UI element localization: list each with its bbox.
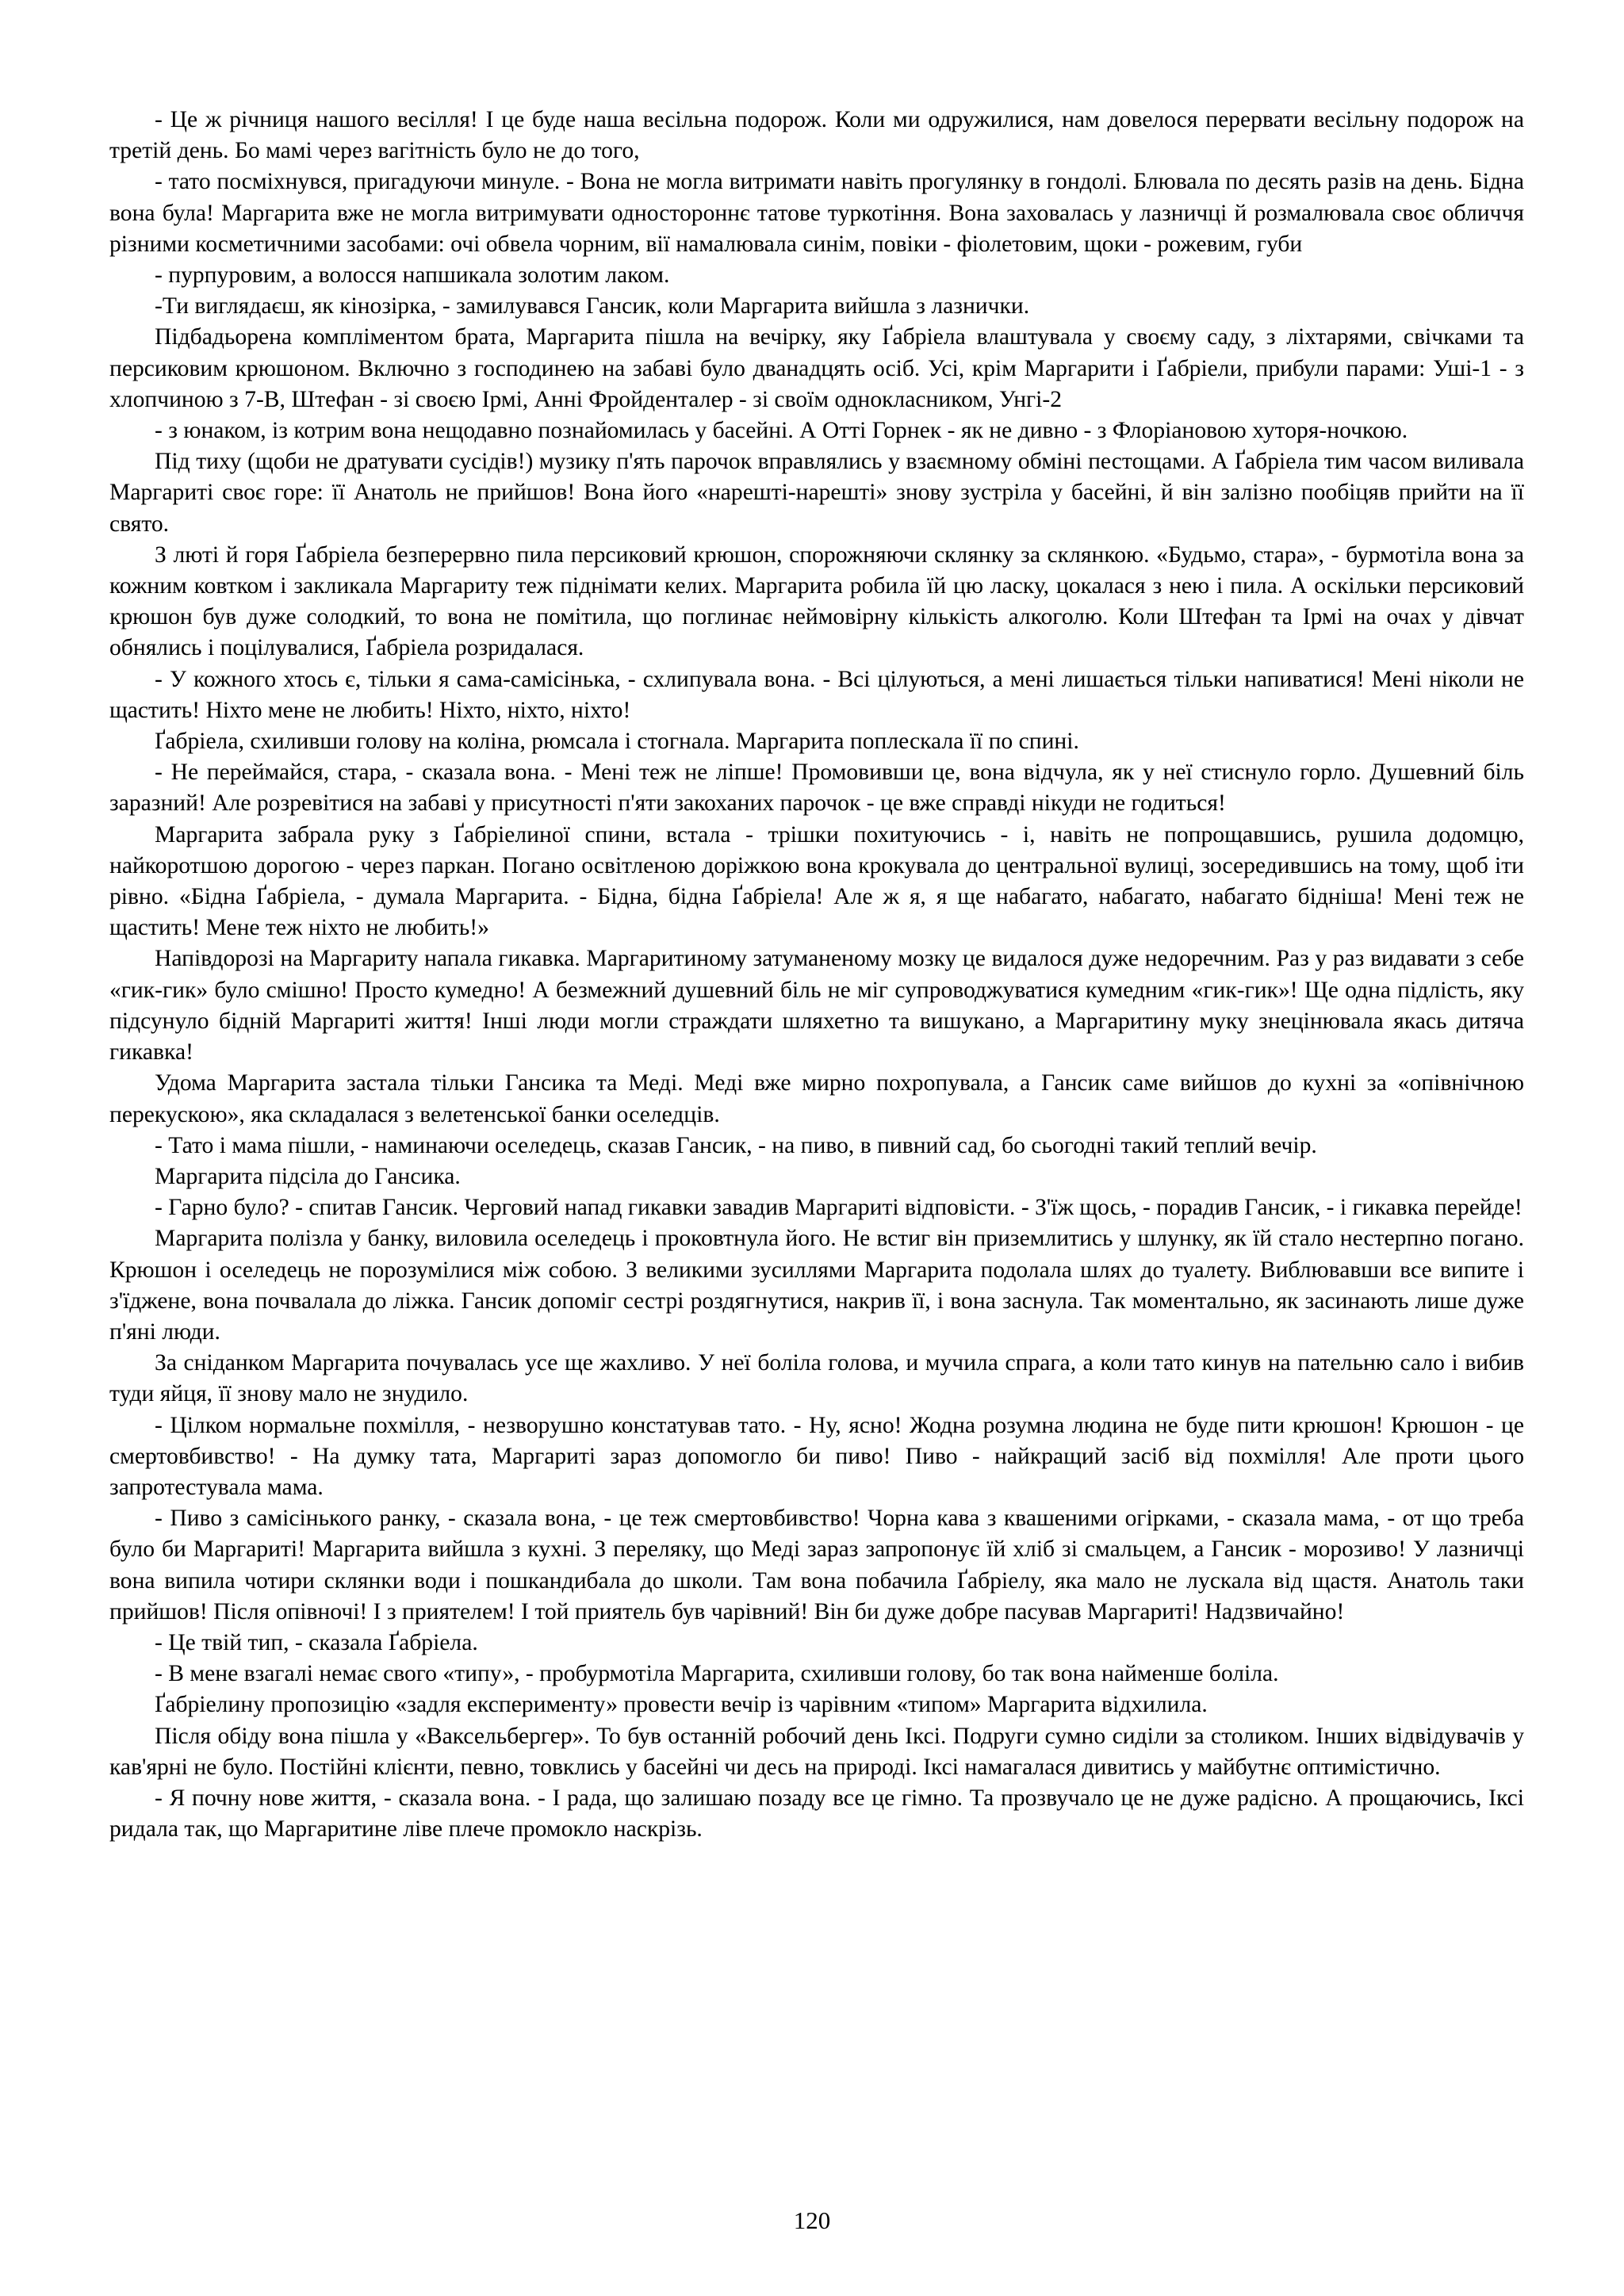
paragraph: - Я почну нове життя, - сказала вона. - І рада, що залишаю позаду все це гімно. Та прозвучало це не дуже радісно. А прощаючись, Іксі ридала так, що Маргаритине ліве плече промокло наскрізь.	[109, 1785, 1524, 1843]
paragraph: - У кожного хтось є, тільки я сама-самісінька, - схлипувала вона. - Всі цілуються, а мені лишається тільки напиватися! Мені ніколи не щастить! Ніхто мене не любить! Ніхто, ніхто, ніхто!	[109, 666, 1524, 723]
paragraph: Під тиху (щоби не дратувати сусідів!) музику п'ять парочок вправлялись у взаємному обміні пестощами. А Ґабріела тим часом виливала Маргариті своє горе: її Анатоль не прийшов! Вона його «нарешті-нарешті» знову зустріла у басейні, й він залізно пообіцяв прийти на її свято.	[109, 449, 1524, 537]
paragraph: Маргарита забрала руку з Ґабріелиної спини, встала - трішки похитуючись - і, навіть не попрощавшись, рушила додомцю, найкоротшою дорогою - через паркан. Погано освітленою доріжкою вона крокувала до центральної вулиці, зосередившись на тому, щоб іти рівно. «Бідна Ґабріела, - думала Маргарита. - Бідна, бідна Ґабріела! Але ж я, я ще набагато, набагато, набагато бідніша! Мені теж не щастить! Мене теж ніхто не любить!»	[109, 821, 1524, 941]
page-number: 120	[793, 2206, 831, 2234]
paragraph: - Пиво з самісінького ранку, - сказала вона, - це теж смертовбивство! Чорна кава з квашеними огірками, - сказала мама, - от що треба було би Маргариті! Маргарита вийшла з кухні. З переляку, що Меді зараз запропонує їй хліб зі смальцем, а Гансик - морозиво! У лазничці вона випила чотири склянки води і пошкандибала до школи. Там вона побачила Ґабріелу, яка мало не лускала від щастя. Анатоль таки прийшов! Після опівночі! І з приятелем! І той приятель був чарівний! Він би дуже добре пасував Маргариті! Надзвичайно!	[109, 1506, 1524, 1624]
paragraph: Ґабріела, схиливши голову на коліна, рюмсала і стогнала. Маргарита поплескала її по спині.	[155, 729, 1079, 755]
paragraph: За сніданком Маргарита почувалась усе ще жахливо. У неї боліла голова, и мучила спрага, а коли тато кинув на пательню сало і вибив туди яйця, її знову мало не знудило.	[109, 1350, 1524, 1407]
paragraph: - Гарно було? - спитав Гансик. Черговий напад гикавки завадив Маргариті відповісти. - З'їж щось, - порадив Гансик, - і гикавка перейде!	[155, 1195, 1522, 1221]
paragraph: Маргарита полізла у банку, виловила оселедець і проковтнула його. Не встиг він приземлитись у шлунку, як їй стало нестерпно погано. Крюшон і оселедець не порозумілися між собою. З великими зусиллями Маргарита подолала шлях до туалету. Виблювавши все випите і з'їджене, вона почвалала до ліжка. Гансик допоміг сестрі роздягнутися, накрив її, і вона заснула. Так моментально, як засинають лише дуже п'яні люди.	[109, 1226, 1524, 1345]
paragraph: - тато посміхнувся, пригадуючи минуле. - Вона не могла витримати навіть прогулянку в гондолі. Блювала по десять разів на день. Бідна вона була! Маргарита вже не могла витримувати одностороннє татове туркотіння. Вона заховалась у лазничці й розмалювала своє обличчя різними косметичними засобами: очі обвела чорним, вії намалювала синім, повіки - фіолетовим, щоки - рожевим, губи	[109, 169, 1524, 257]
paragraph: Ґабріелину пропозицію «задля експерименту» провести вечір із чарівним «типом» Маргарита відхилила.	[155, 1692, 1208, 1718]
paragraph: -Ти виглядаєш, як кінозірка, - замилувався Гансик, коли Маргарита вийшла з лазнички.	[155, 293, 1030, 320]
paragraph: Маргарита підсіла до Гансика.	[155, 1163, 461, 1189]
body-text	[109, 105, 1524, 1845]
paragraph: З люті й горя Ґабріела безперервно пила персиковий крюшон, спорожняючи склянку за склянкою. «Будьмо, стара», - бурмотіла вона за кожним ковтком і закликала Маргариту теж піднімати келих. Маргарита робила їй цю ласку, цокалася з нею і пила. А оскільки персиковий крюшон був дуже солодкий, то вона не помітила, що поглинає неймовірну кількість алкоголю. Коли Штефан та Ірмі на очах у дівчат обнялись і поцілувалися, Ґабріела розридалася.	[109, 541, 1524, 661]
paragraph: - В мене взагалі немає свого «типу», - пробурмотіла Маргарита, схиливши голову, бо так вона найменше боліла.	[155, 1661, 1279, 1687]
paragraph: Удома Маргарита застала тільки Гансика та Меді. Меді вже мирно похропувала, а Гансик саме вийшов до кухні за «опівнічною перекускою», яка складалася з велетенської банки оселедців.	[109, 1070, 1524, 1127]
paragraph: - з юнаком, із котрим вона нещодавно познайомилась у басейні. А Отті Горнек - як не дивно - з Флоріановою хуторя-ночкою.	[155, 418, 1408, 444]
paragraph: - Тато і мама пішли, - наминаючи оселедець, сказав Гансик, - на пиво, в пивний сад, бо сьогодні такий теплий вечір.	[155, 1132, 1317, 1158]
paragraph: Підбадьорена компліментом брата, Маргарита пішла на вечірку, яку Ґабріела влаштувала у своєму саду, з ліхтарями, свічками та персиковим крюшоном. Включно з господинею на забаві було дванадцять осіб. Усі, крім Маргарити і Ґабріели, прибули парами: Уші-1 - з хлопчиною з 7-В, Штефан - зі своєю Ірмі, Анні Фройденталер - зі своїм однокласником, Унгі-2	[109, 324, 1524, 412]
paragraph: - Це твій тип, - сказала Ґабріела.	[155, 1629, 478, 1655]
paragraph: - Не переймайся, стара, - сказала вона. - Мені теж не ліпше! Промовивши це, вона відчула, як у неї стиснуло горло. Душевний біль заразний! Але розревітися на забаві у присутності п'яти закоханих парочок - це вже справді нікуди не годиться!	[109, 760, 1524, 817]
paragraph: - пурпуровим, а волосся напшикала золотим лаком.	[155, 262, 670, 289]
paragraph: Після обіду вона пішла у «Ваксельбергер». То був останній робочий день Іксі. Подруги сумно сиділи за столиком. Інших відвідувачів у кав'ярні не було. Постійні клієнти, певно, товклись у басейні чи десь на природі. Іксі намагалася дивитись у майбутнє оптимістично.	[109, 1723, 1524, 1780]
paragraph: - Це ж річниця нашого весілля! І це буде наша весільна подорож. Коли ми одружилися, нам довелося перервати весільну подорож на третій день. Бо мамі через вагітність було не до того,	[109, 107, 1524, 164]
paragraph: Напівдорозі на Маргариту напала гикавка. Маргаритиному затуманеному мозку це видалося дуже недоречним. Раз у раз видавати з себе «гик-гик» було смішно! Просто кумедно! А безмежний душевний біль не міг супроводжуватися кумедним «гик-гик»! Ще одна підлість, яку підсунуло бідній Маргариті життя! Інші люди могли страждати шляхетно та вишукано, а Маргаритину муку знецінювала якась дитяча гикавка!	[109, 946, 1524, 1066]
paragraph: - Цілком нормальне похмілля, - незворушно констатував тато. - Ну, ясно! Жодна розумна людина не буде пити крюшон! Крюшон - це смертовбивство! - На думку тата, Маргариті зараз допомогло би пиво! Пиво - найкращий засіб від похмілля! Але проти цього запротестувала мама.	[109, 1412, 1524, 1500]
